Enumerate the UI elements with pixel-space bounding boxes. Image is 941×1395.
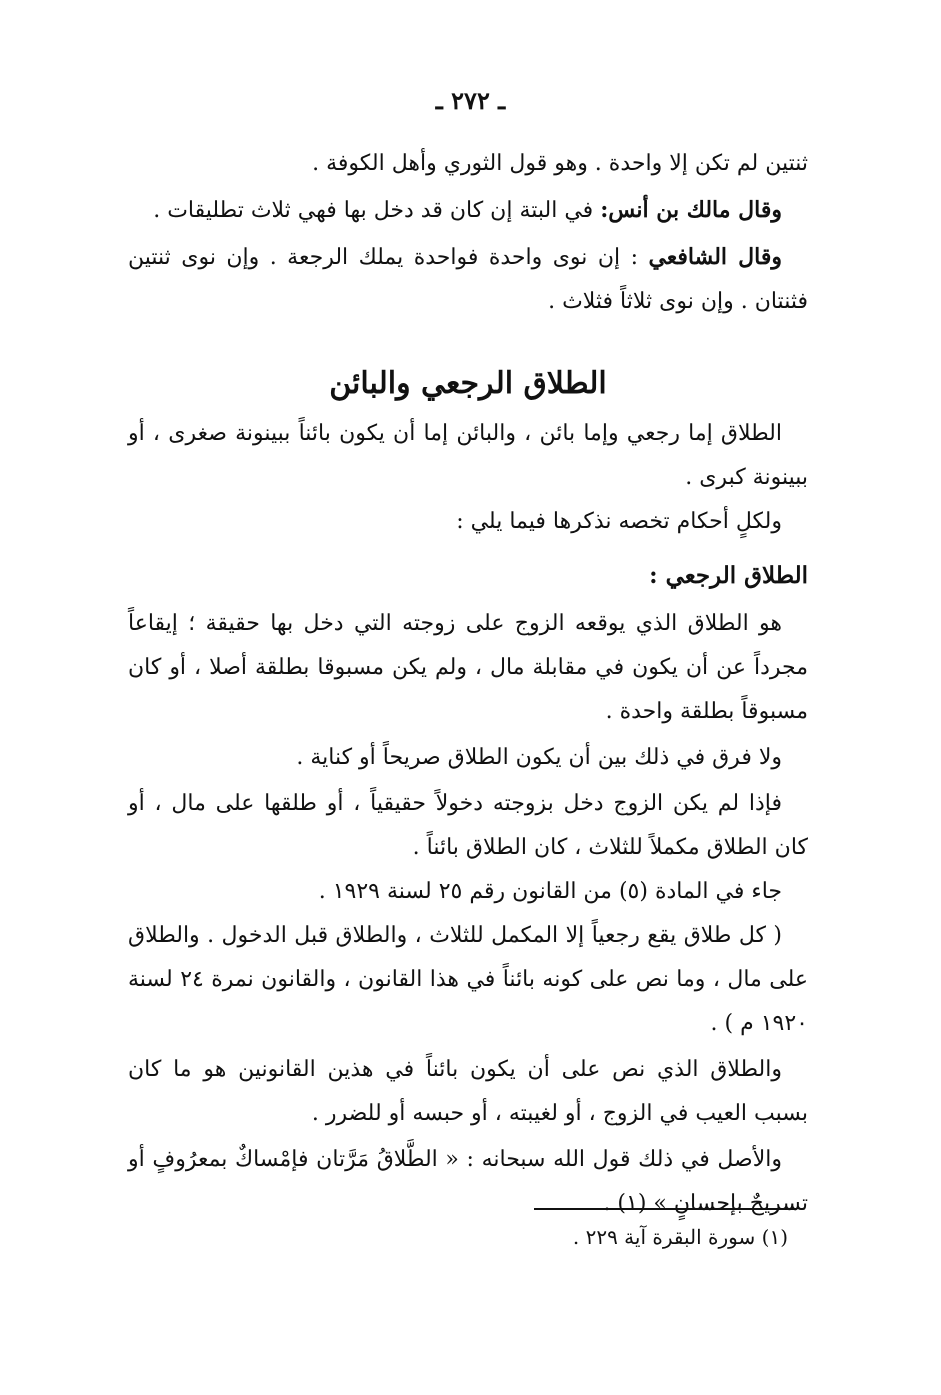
malik-statement: في البتة إن كان قد دخل بها فهي ثلاث تطليقات .	[153, 198, 601, 223]
paragraph-definition: هو الطلاق الذي يوقعه الزوج على زوجته التي دخل بها حقيقة ؛ إيقاعاً مجرداً عن أن يكون في مقابلة مال ، ولم يكن مسبوقا بطلقة أصلا ، أو كان مسبوقاً بطلقة واحدة .	[128, 611, 808, 724]
footnote: (١) سورة البقرة آية ٢٢٩ .	[572, 1225, 788, 1249]
paragraph-law-article: جاء في المادة (٥) من القانون رقم ٢٥ لسنة ١٩٢٩ .	[318, 879, 782, 904]
paragraph-shafii	[128, 235, 808, 324]
speaker-malik: وقال مالك بن أنس:	[600, 197, 782, 223]
page-number: ـ ٢٧٢ ـ	[435, 86, 506, 115]
paragraph-rulings: ولكلٍ أحكام تخصه نذكرها فيما يلي :	[456, 509, 782, 534]
paragraph-malik	[128, 188, 808, 233]
paragraph-quran-basis: والأصل في ذلك قول الله سبحانه : « الطَّلاقُ مَرَّتان فإمْساكٌ بمعرُوفٍ أو تسريحٌ بإحسانٍ » (١) .	[128, 1147, 808, 1216]
footnote-separator	[534, 1208, 796, 1210]
speaker-shafii: وقال الشافعي	[648, 244, 782, 270]
shafii-statement: : إن نوى واحدة فواحدة يملك الرجعة . وإن نوى ثنتين فثنتان . وإن نوى ثلاثاً فثلاث .	[128, 245, 808, 314]
section-heading: الطلاق الرجعي والبائن	[329, 366, 607, 401]
paragraph-bain-cases: فإذا لم يكن الزوج دخل بزوجته دخولاً حقيقياً ، أو طلقها على مال ، أو كان الطلاق مكملاً للثلاث ، كان الطلاق بائناً .	[128, 791, 808, 860]
page-body	[128, 142, 808, 1226]
paragraph-law-quote: ( كل طلاق يقع رجعياً إلا المكمل للثلاث ، والطلاق قبل الدخول . والطلاق على مال ، وما نص على كونه بائناً في هذا القانون ، والقانون نمرة ٢٤ لسنة ١٩٢٠ م ) .	[128, 923, 808, 1036]
paragraph-divisions: الطلاق إما رجعي وإما بائن ، والبائن إما أن يكون بائناً ببينونة صغرى ، أو ببينونة كبرى .	[128, 421, 808, 490]
paragraph-no-difference: ولا فرق في ذلك بين أن يكون الطلاق صريحاً أو كناية .	[296, 745, 782, 770]
paragraph-1: ثنتين لم تكن إلا واحدة . وهو قول الثوري وأهل الكوفة .	[312, 151, 808, 176]
paragraph-law-reasons: والطلاق الذي نص على أن يكون بائناً في هذين القانونين هو ما كان بسبب العيب في الزوج ، أو لغيبته ، أو حبسه أو للضرر .	[128, 1057, 808, 1126]
subsection-heading: الطلاق الرجعي :	[649, 562, 808, 589]
